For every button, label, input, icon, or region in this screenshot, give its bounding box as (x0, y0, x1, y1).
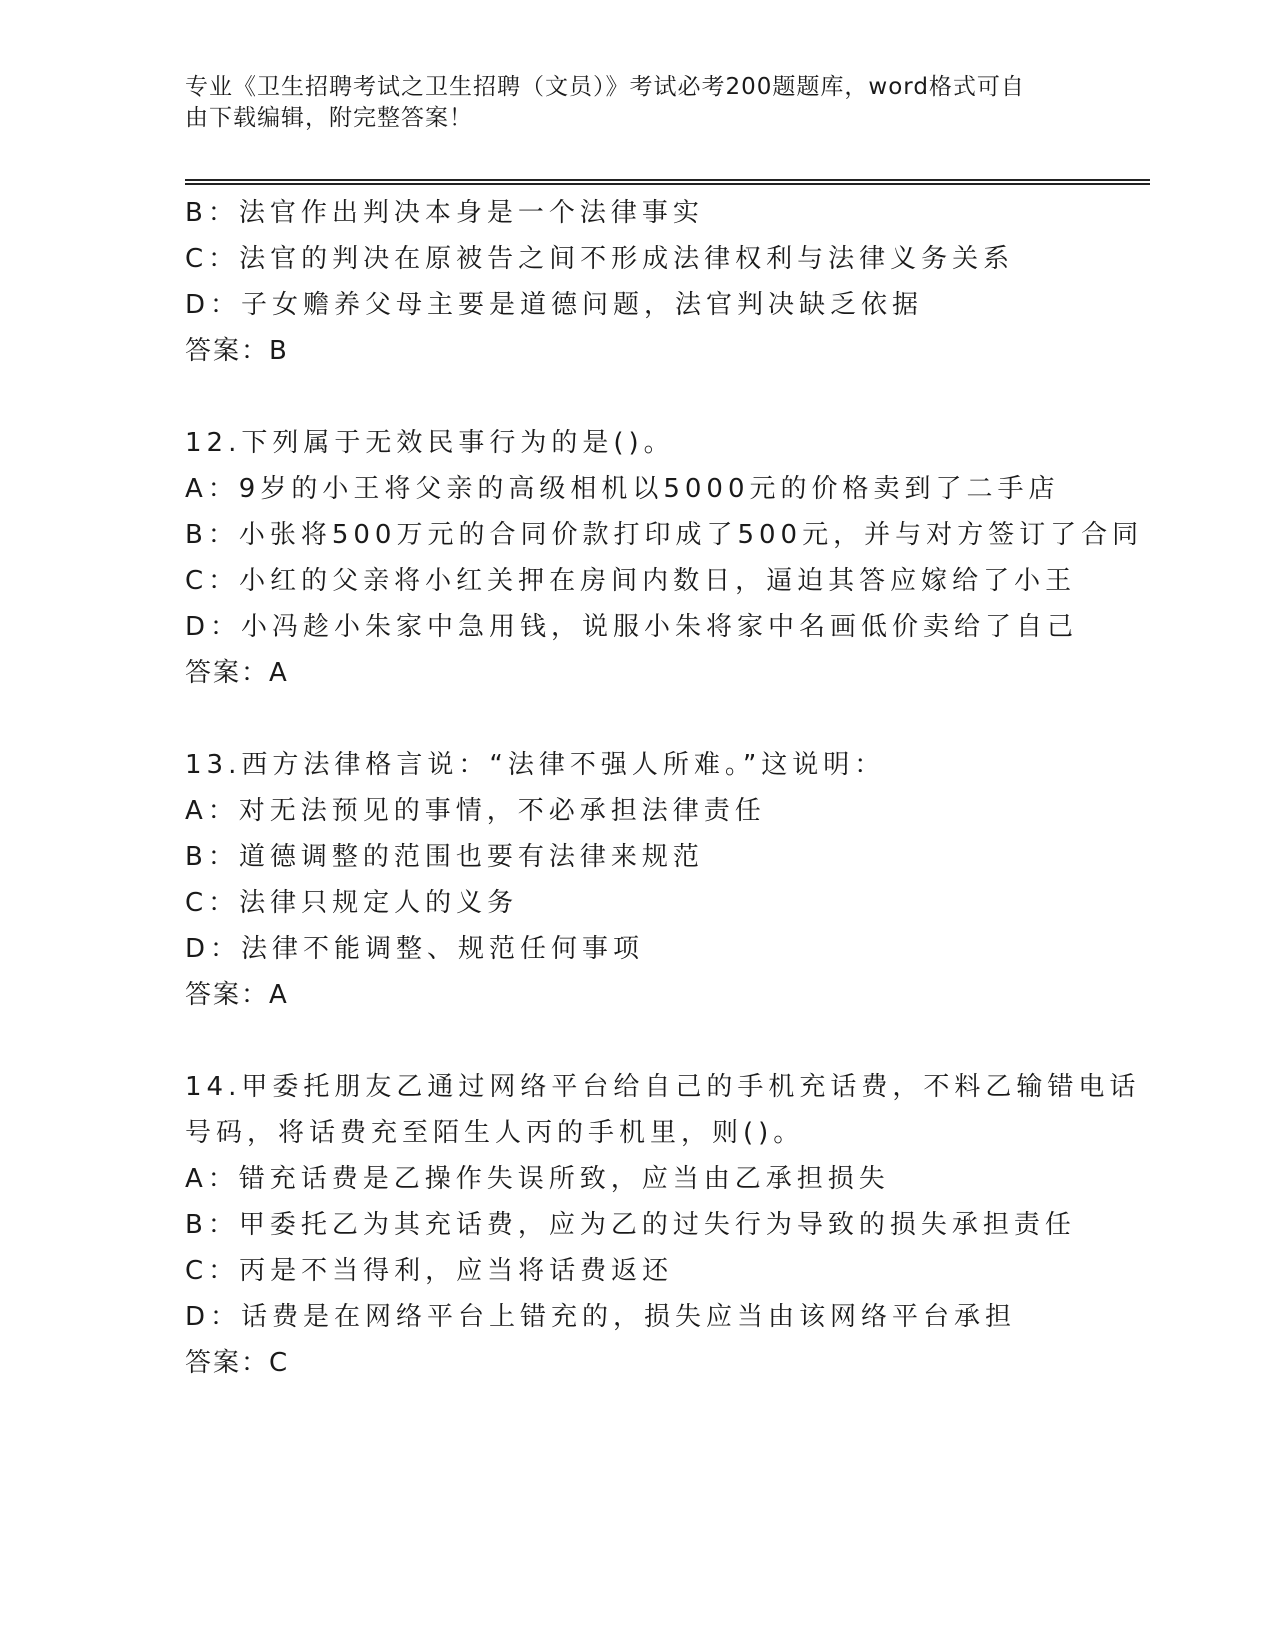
question-list (185, 190, 1144, 1386)
header-divider-bottom (185, 183, 1150, 185)
answer-line: 答案：C (185, 1348, 290, 1378)
option-d: D：子女赡养父母主要是道德问题，法官判决缺乏依据 (185, 290, 924, 320)
answer-line: 答案：A (185, 980, 289, 1010)
block-spacer (185, 696, 1085, 742)
question-stem-line-1: 14.甲委托朋友乙通过网络平台给自己的手机充话费，不料乙输错电话 (185, 1072, 1141, 1102)
header-line-2: 由下载编辑，附完整答案！ (185, 105, 473, 131)
option-b: B：小张将500万元的合同价款打印成了500元，并与对方签订了合同 (185, 520, 1144, 550)
option-b: B：甲委托乙为其充话费，应为乙的过失行为导致的损失承担责任 (185, 1210, 1076, 1240)
option-a: A：错充话费是乙操作失误所致，应当由乙承担损失 (185, 1164, 890, 1194)
option-a: A：9岁的小王将父亲的高级相机以5000元的价格卖到了二手店 (185, 474, 1060, 504)
question-stem: 12.下列属于无效民事行为的是()。 (185, 428, 675, 458)
question-block (185, 190, 1085, 374)
option-b: B：法官作出判决本身是一个法律事实 (185, 198, 704, 228)
option-c: C：法官的判决在原被告之间不形成法律权利与法律义务关系 (185, 244, 1015, 274)
option-c: C：丙是不当得利，应当将话费返还 (185, 1256, 674, 1286)
option-d: D：话费是在网络平台上错充的，损失应当由该网络平台承担 (185, 1302, 1017, 1332)
option-b: B：道德调整的范围也要有法律来规范 (185, 842, 704, 872)
question-stem-line-2: 号码，将话费充至陌生人丙的手机里，则()。 (185, 1118, 805, 1148)
block-spacer (185, 1018, 1085, 1064)
question-block (185, 1064, 1141, 1386)
option-d: D：法律不能调整、规范任何事项 (185, 934, 645, 964)
option-c: C：小红的父亲将小红关押在房间内数日，逼迫其答应嫁给了小王 (185, 566, 1077, 596)
header-line-1: 专业《卫生招聘考试之卫生招聘（文员）》考试必考200题题库，word格式可自 (185, 74, 1025, 100)
header-divider-top (185, 179, 1150, 181)
question-block (185, 742, 1085, 1018)
option-d: D：小冯趁小朱家中急用钱，说服小朱将家中名画低价卖给了自己 (185, 612, 1079, 642)
answer-line: 答案：A (185, 658, 289, 688)
question-stem: 13.西方法律格言说：“法律不强人所难。”这说明： (185, 750, 886, 780)
answer-line: 答案：B (185, 336, 289, 366)
document-header (185, 72, 1085, 134)
option-c: C：法律只规定人的义务 (185, 888, 519, 918)
question-block (185, 420, 1144, 696)
option-a: A：对无法预见的事情，不必承担法律责任 (185, 796, 766, 826)
block-spacer (185, 374, 1085, 420)
